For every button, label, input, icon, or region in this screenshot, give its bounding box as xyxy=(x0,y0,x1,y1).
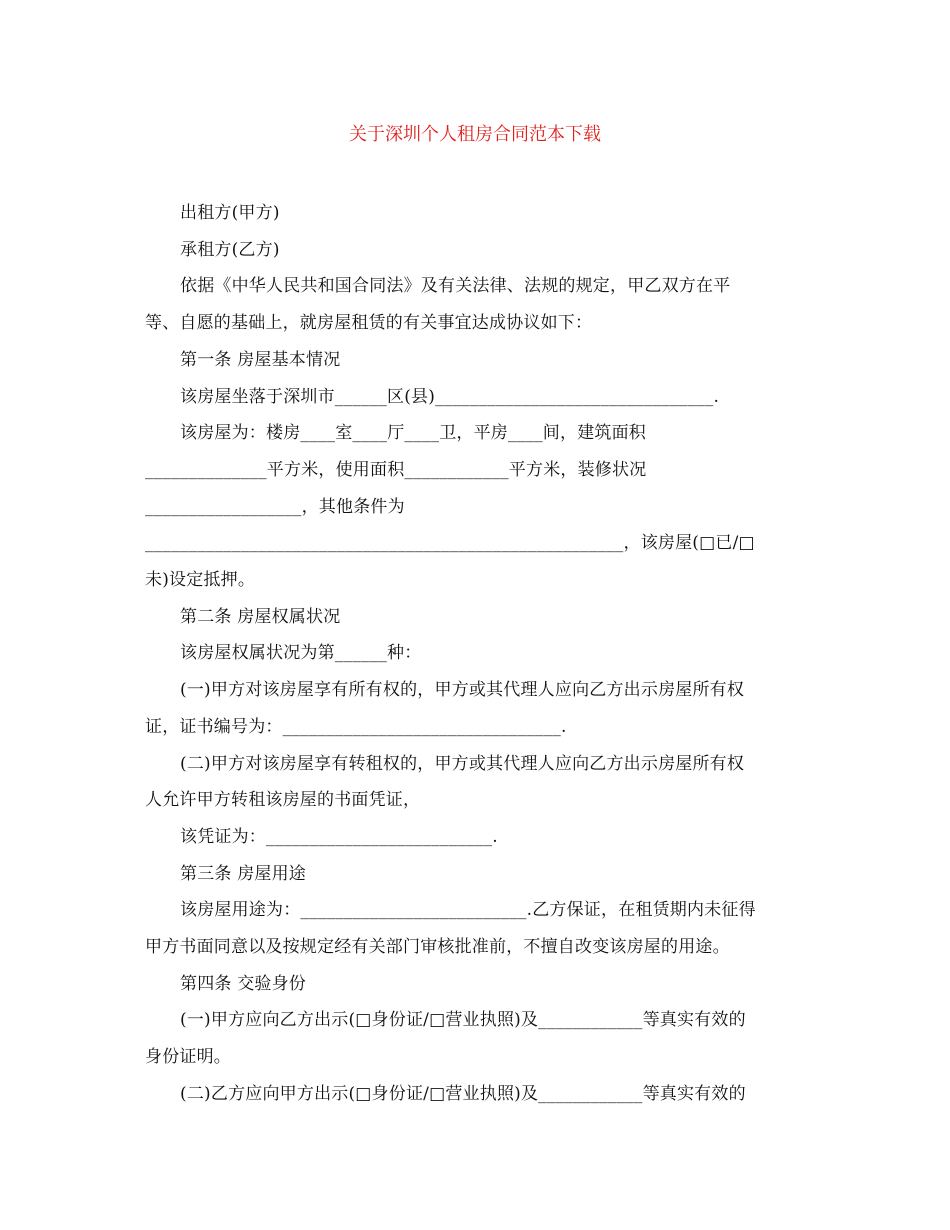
document-title: 关于深圳个人租房合同范本下载 xyxy=(349,124,601,145)
document-line: 该房屋坐落于深圳市______区(县)________________________________. xyxy=(180,386,720,407)
document-line: 证，证书编号为：________________________________. xyxy=(145,716,567,737)
document-line: _______________________________________________________，该房屋(□已/□ xyxy=(145,533,755,554)
document-line: 身份证明。 xyxy=(145,1047,231,1068)
document-line: 依据《中华人民共和国合同法》及有关法律、法规的规定，甲乙双方在平 xyxy=(180,276,731,297)
document-line: (二)甲方对该房屋享有转租权的，甲方或其代理人应向乙方出示房屋所有权 xyxy=(180,753,745,774)
document-line: 该房屋为：楼房____室____厅____卫，平房____间，建筑面积 xyxy=(180,423,646,444)
document-line: 第四条 交验身份 xyxy=(180,973,307,994)
document-line: 甲方书面同意以及按规定经有关部门审核批准前，不擅自改变该房屋的用途。 xyxy=(145,937,730,958)
document-line: 出租方(甲方) xyxy=(180,203,280,223)
document-line: 未)设定抵押。 xyxy=(145,570,256,591)
document-line: (二)乙方应向甲方出示(□身份证/□营业执照)及____________等真实有效的 xyxy=(180,1083,746,1104)
document-line: (一)甲方对该房屋享有所有权的，甲方或其代理人应向乙方出示房屋所有权 xyxy=(180,680,745,701)
document-line: 第一条 房屋基本情况 xyxy=(180,349,341,370)
document-body xyxy=(145,195,810,1113)
document-line: 第二条 房屋权属状况 xyxy=(180,606,341,627)
document-line: 第三条 房屋用途 xyxy=(180,863,307,884)
document-line: 该房屋用途为：__________________________.乙方保证，在租赁期内未征得 xyxy=(180,900,756,921)
document-line: 该房屋权属状况为第______种： xyxy=(180,643,422,664)
document-line: 人允许甲方转租该房屋的书面凭证， xyxy=(145,790,421,811)
document-line: __________________，其他条件为 xyxy=(145,496,405,517)
document-line: (一)甲方应向乙方出示(□身份证/□营业执照)及____________等真实有效的 xyxy=(180,1010,746,1031)
document-line: 等、自愿的基础上，就房屋租赁的有关事宜达成协议如下： xyxy=(145,313,593,334)
document-line: 承租方(乙方) xyxy=(180,239,280,260)
document-line: ______________平方米，使用面积____________平方米，装修状况 xyxy=(145,459,647,480)
document-line: 该凭证为：__________________________. xyxy=(180,826,498,847)
